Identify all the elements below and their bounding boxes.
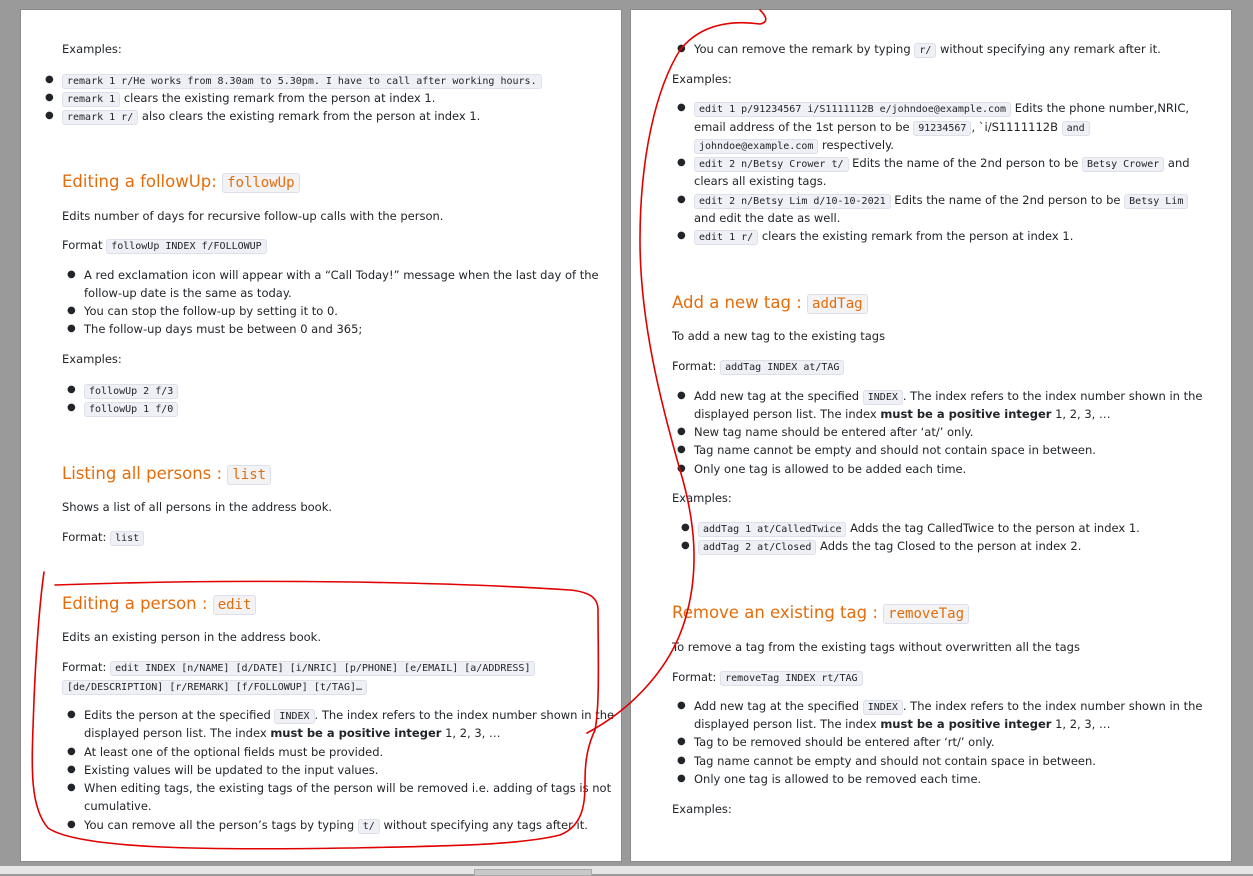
heading-code: addTag [807, 294, 868, 314]
list-item: ● Add new tag at the specified INDEX . The index refers to the index number shown in the [677, 389, 1203, 403]
list-item: ● Only one tag is allowed to be removed each time. [677, 772, 982, 786]
list-item-continuation [694, 405, 1110, 423]
list-text: You can remove all the person’s tags by typing [84, 818, 355, 832]
list-text: 1, 2, 3, … [1055, 407, 1111, 421]
list-text: At least one of the optional fields must be provided. [84, 745, 384, 759]
format-label: Format [62, 238, 103, 252]
list-item: ● You can stop the follow-up by setting it to 0. [67, 304, 338, 318]
section-heading-removetag [672, 601, 969, 626]
bold-text: must be a positive integer [880, 717, 1052, 731]
format-label: Format: [672, 359, 717, 373]
heading-code: removeTag [883, 604, 969, 624]
list-item: ● remark 1 clears the existing remark from the person at index 1. [45, 91, 436, 105]
examples-label: Examples: [672, 72, 732, 86]
section-heading-list [62, 462, 271, 487]
list-text: Existing values will be updated to the input values. [84, 763, 379, 777]
code-snippet: and [1062, 121, 1090, 136]
list-item: ● addTag 1 at/CalledTwice Adds the tag CalledTwice to the person at index 1. [681, 521, 1140, 535]
format-code: addTag INDEX at/TAG [720, 360, 844, 375]
section-heading-edit [62, 592, 256, 617]
list-item: ● followUp 2 f/3 [84, 381, 178, 401]
section-description: To remove a tag from the existing tags without overwritten all the tags [672, 640, 1080, 654]
list-text: Tag name cannot be empty and should not contain space in between. [694, 443, 1096, 457]
list-text: Edits the phone number,NRIC, [1014, 101, 1189, 115]
list-text: Add new tag at the specified [694, 389, 860, 403]
format-line-continuation [62, 677, 367, 697]
list-text: Edits the name of the 2nd person to be [894, 193, 1121, 207]
format-line [672, 668, 863, 688]
list-text: . The index refers to the index number shown in the [902, 389, 1203, 403]
viewer-bottom-bar [0, 866, 1253, 874]
list-item: ● When editing tags, the existing tags of the person will be removed i.e. adding of tags is not [67, 781, 612, 795]
list-text: without specifying any tags after it. [383, 818, 588, 832]
format-code: removeTag INDEX rt/TAG [720, 671, 862, 686]
list-text: When editing tags, the existing tags of the person will be removed i.e. adding of tags is not [84, 781, 612, 795]
format-code: [de/DESCRIPTION] [r/REMARK] [f/FOLLOWUP] [t/TAG]… [62, 680, 367, 695]
list-item-continuation [694, 715, 1110, 733]
code-snippet: t/ [358, 819, 380, 834]
list-text: Tag name cannot be empty and should not contain space in between. [694, 754, 1096, 768]
format-label: Format: [672, 670, 717, 684]
section-heading-followup [62, 170, 300, 195]
format-line [62, 236, 267, 256]
list-item: ● Existing values will be updated to the input values. [67, 763, 379, 777]
code-snippet: Betsy Crower [1082, 157, 1164, 172]
list-text: 1, 2, 3, … [445, 726, 501, 740]
list-item: ● edit 1 p/91234567 i/S1111112B e/johndoe@example.com Edits the phone number,NRIC, [677, 101, 1189, 115]
list-text: Only one tag is allowed to be added each time. [694, 462, 967, 476]
heading-text: Editing a followUp: [62, 172, 217, 191]
format-code: edit INDEX [n/NAME] [d/DATE] [i/NRIC] [p/PHONE] [e/EMAIL] [a/ADDRESS] [110, 661, 535, 676]
format-code: list [110, 531, 144, 546]
code-snippet: addTag 1 at/CalledTwice [698, 522, 846, 537]
list-text: 1, 2, 3, … [1055, 717, 1111, 731]
list-item: ● New tag name should be entered after ‘at/’ only. [677, 425, 974, 439]
list-item: ● edit 1 r/ clears the existing remark from the person at index 1. [677, 229, 1074, 243]
list-text: displayed person list. The index [84, 726, 267, 740]
list-item: ● A red exclamation icon will appear with a “Call Today!” message when the last day of the [67, 268, 599, 282]
heading-text: Add a new tag : [672, 293, 802, 312]
code-snippet: INDEX [274, 709, 314, 724]
examples-label: Examples: [62, 42, 122, 56]
code-snippet: 91234567 [913, 121, 971, 136]
list-text: You can stop the follow-up by setting it to 0. [84, 304, 338, 318]
list-item: ● Edits the person at the specified INDEX . The index refers to the index number shown in the [67, 708, 615, 722]
list-text: Tag to be removed should be entered after ‘rt/’ only. [694, 735, 995, 749]
code-snippet: followUp 2 f/3 [84, 384, 178, 399]
section-description: To add a new tag to the existing tags [672, 329, 886, 343]
code-snippet: edit 1 r/ [694, 230, 758, 245]
code-snippet: r/ [914, 43, 936, 58]
list-text: You can remove the remark by typing [694, 42, 911, 56]
list-text: Add new tag at the specified [694, 699, 860, 713]
format-label: Format: [62, 530, 107, 544]
format-code: followUp INDEX f/FOLLOWUP [106, 239, 267, 254]
list-item: ● Tag to be removed should be entered after ‘rt/’ only. [677, 735, 995, 749]
list-text: clears the existing remark from the person at index 1. [761, 229, 1074, 243]
section-heading-addtag [672, 291, 868, 316]
list-item: ● remark 1 r/ also clears the existing remark from the person at index 1. [45, 109, 481, 123]
list-item: ● edit 2 n/Betsy Lim d/10-10-2021 Edits the name of the 2nd person to be Betsy Lim [694, 191, 1188, 211]
list-text: clears the existing remark from the person at index 1. [123, 91, 436, 105]
heading-code: followUp [222, 173, 299, 193]
list-text: also clears the existing remark from the person at index 1. [141, 109, 481, 123]
list-text: respectively. [822, 138, 894, 152]
format-line [672, 357, 844, 377]
list-item: ● followUp 1 f/0 [84, 399, 178, 419]
code-snippet: Betsy Lim [1124, 194, 1188, 209]
heading-text: Remove an existing tag : [672, 603, 878, 622]
list-item-continuation: follow-up date is the same as today. [84, 286, 292, 300]
examples-label: Examples: [672, 491, 732, 505]
format-label: Format: [62, 660, 107, 674]
list-text: Adds the tag Closed to the person at index 2. [820, 539, 1082, 553]
list-text: displayed person list. The index [694, 717, 877, 731]
list-item: ● Tag name cannot be empty and should not contain space in between. [677, 754, 1096, 768]
list-item-continuation [694, 136, 894, 156]
code-snippet: INDEX [863, 390, 903, 405]
list-item-continuation: cumulative. [84, 799, 152, 813]
list-text: The follow-up days must be between 0 and 365; [84, 322, 363, 336]
code-snippet: remark 1 r/He works from 8.30am to 5.30pm. I have to call after working hours. [62, 74, 542, 89]
list-text: and [1167, 156, 1190, 170]
bold-text: must be a positive integer [880, 407, 1052, 421]
list-item-continuation: and edit the date as well. [694, 211, 841, 225]
format-line [62, 658, 535, 678]
list-text: , `i/S1111112B [971, 120, 1058, 134]
list-item: ● Only one tag is allowed to be added each time. [677, 462, 967, 476]
list-text: without specifying any remark after it. [940, 42, 1161, 56]
heading-code: list [227, 465, 271, 485]
list-text: displayed person list. The index [694, 407, 877, 421]
list-item-continuation: clears all existing tags. [694, 174, 827, 188]
list-text: Edits the person at the specified [84, 708, 271, 722]
list-item: ● The follow-up days must be between 0 and 365; [67, 322, 363, 336]
examples-label: Examples: [672, 802, 732, 816]
list-item: ● Add new tag at the specified INDEX . The index refers to the index number shown in the [677, 699, 1203, 713]
list-text: New tag name should be entered after ‘at/’ only. [694, 425, 974, 439]
code-snippet: edit 2 n/Betsy Crower t/ [694, 157, 849, 172]
code-snippet: edit 1 p/91234567 i/S1111112B e/johndoe@example.com [694, 102, 1011, 117]
list-text: A red exclamation icon will appear with a “Call Today!” message when the last day of the [84, 268, 599, 282]
list-text: email address of the 1st person to be [694, 120, 910, 134]
code-snippet: remark 1 r/ [62, 110, 138, 125]
heading-text: Editing a person : [62, 594, 208, 613]
heading-text: Listing all persons : [62, 464, 223, 483]
section-description: Shows a list of all persons in the address book. [62, 500, 333, 514]
code-snippet: remark 1 [62, 92, 120, 107]
list-text: . The index refers to the index number shown in the [314, 708, 615, 722]
list-item: ● At least one of the optional fields must be provided. [67, 745, 384, 759]
code-snippet: johndoe@example.com [694, 139, 818, 154]
document-page-left [20, 9, 622, 862]
code-snippet: followUp 1 f/0 [84, 402, 178, 417]
format-line [62, 528, 144, 548]
list-text: Only one tag is allowed to be removed each time. [694, 772, 982, 786]
list-item: ● Tag name cannot be empty and should not contain space in between. [677, 443, 1096, 457]
list-item: ● edit 2 n/Betsy Crower t/ Edits the name of the 2nd person to be Betsy Crower and [677, 156, 1190, 170]
list-text: Edits the name of the 2nd person to be [852, 156, 1079, 170]
list-text: . The index refers to the index number shown in the [902, 699, 1203, 713]
list-item-continuation [84, 724, 500, 742]
code-snippet: INDEX [863, 700, 903, 715]
document-page-right [630, 9, 1232, 862]
heading-code: edit [213, 595, 257, 615]
list-item: ● addTag 2 at/Closed Adds the tag Closed to the person at index 2. [681, 539, 1082, 553]
section-description: Edits number of days for recursive follow-up calls with the person. [62, 209, 444, 223]
list-text: Adds the tag CalledTwice to the person at index 1. [850, 521, 1140, 535]
list-item: ● remark 1 r/He works from 8.30am to 5.30pm. I have to call after working hours. [62, 71, 542, 91]
scrollbar-thumb[interactable] [474, 869, 592, 876]
code-snippet: addTag 2 at/Closed [698, 540, 816, 555]
list-item-continuation [694, 118, 1090, 138]
bold-text: must be a positive integer [270, 726, 442, 740]
code-snippet: edit 2 n/Betsy Lim d/10-10-2021 [694, 194, 891, 209]
list-item: ● You can remove the remark by typing r/ without specifying any remark after it. [677, 42, 1161, 56]
examples-label: Examples: [62, 352, 122, 366]
list-item: ● You can remove all the person’s tags by typing t/ without specifying any tags after it. [67, 818, 588, 832]
section-description: Edits an existing person in the address book. [62, 630, 321, 644]
